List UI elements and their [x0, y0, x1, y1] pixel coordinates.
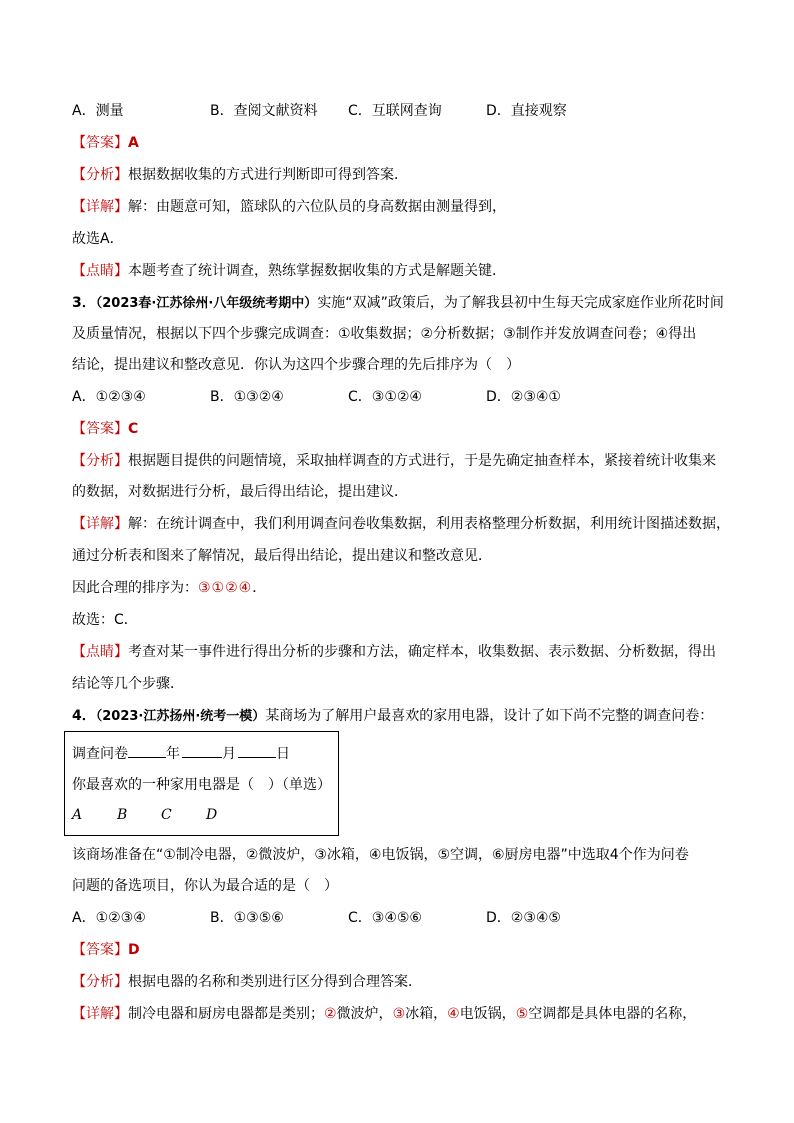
q4-stem: 某商场为了解用户最喜欢的家用电器，设计了如下尚不完整的调查问卷：: [265, 708, 714, 724]
day-label: 日: [276, 746, 290, 762]
survey-title-line: [72, 744, 290, 764]
q2-choice: 故选A．: [72, 231, 124, 247]
q2-option-d: D．直接观察: [486, 103, 567, 119]
q4-stem-line-1: [72, 706, 713, 727]
q3-stem-line-1: [72, 293, 724, 314]
comment-tag: 【点睛】: [72, 263, 128, 279]
detail-tag: 【详解】: [72, 1006, 128, 1022]
detail-tag: 【详解】: [72, 199, 128, 215]
q3-analysis-line-1: [72, 451, 716, 471]
q4-detail: [72, 1004, 696, 1024]
answer-tag: 【答案】: [72, 421, 128, 437]
detail-mark-2: ②: [324, 1006, 337, 1022]
order-prefix: 因此合理的排序为：: [72, 580, 198, 596]
detail-mark-4: ④: [447, 1006, 460, 1022]
month-blank: [182, 745, 222, 758]
q4-source: （2023·江苏扬州·统考一模）: [95, 709, 266, 724]
q4-stem-line-3: 问题的备选项目，你认为最合适的是（ ）: [72, 878, 338, 894]
q3-detail-line-2: 通过分析表和图来了解情况，最后得出结论，提出建议和整改意见．: [72, 548, 492, 564]
q3-order: [72, 578, 266, 598]
q3-option-c: C．③①②④: [348, 389, 422, 405]
analysis-text: 根据数据收集的方式进行判断即可得到答案．: [128, 167, 408, 183]
q3-source: （2023春·江苏徐州·八年级统考期中）: [95, 296, 318, 311]
answer-value: C: [128, 421, 139, 437]
order-value: ③①②④: [198, 580, 253, 596]
survey-title: 调查问卷: [72, 746, 128, 762]
q4-option-a: A．①②③④: [72, 910, 146, 926]
detail-text-g: 电饭锅，: [459, 1006, 516, 1022]
month-label: 月: [222, 746, 236, 762]
q4-stem-line-2: 该商场准备在“①制冷电器，②微波炉，③冰箱，④电饭锅，⑤空调，⑥厨房电器”中选取4个作为问卷: [72, 847, 689, 863]
survey-option-c: C: [161, 807, 172, 823]
analysis-text: 根据题目提供的问题情境，采取抽样调查的方式进行，于是先确定抽查样本，紧接着统计收集来: [128, 453, 716, 469]
q3-detail-line-1: [72, 514, 730, 534]
q4-number: 4．: [72, 708, 96, 724]
q4-answer: [72, 940, 140, 960]
detail-tag: 【详解】: [72, 516, 128, 532]
analysis-tag: 【分析】: [72, 453, 128, 469]
day-blank: [238, 745, 276, 758]
answer-value: D: [128, 942, 140, 958]
q3-answer: [72, 419, 138, 439]
survey-option-d: D: [206, 807, 218, 823]
q4-analysis: [72, 972, 422, 992]
q3-number: 3．: [72, 295, 96, 311]
q3-stem-1: 实施“双减”政策后，为了解我县初中生每天完成家庭作业所花时间: [317, 295, 724, 311]
analysis-tag: 【分析】: [72, 974, 128, 990]
answer-tag: 【答案】: [72, 135, 128, 151]
comment-tag: 【点睛】: [72, 644, 128, 660]
detail-text-i: 空调都是具体电器的名称，: [528, 1006, 697, 1022]
order-suffix: ．: [252, 580, 267, 596]
q4-option-b: B．①③⑤⑥: [210, 910, 284, 926]
q2-analysis: [72, 165, 408, 185]
q3-choice: 故选：C．: [72, 612, 138, 628]
year-label: 年: [166, 746, 180, 762]
detail-text-e: 冰箱，: [405, 1006, 448, 1022]
year-blank: [128, 745, 166, 758]
detail-text-c: 微波炉，: [336, 1006, 393, 1022]
q3-option-a: A．①②③④: [72, 389, 146, 405]
survey-question: 你最喜欢的一种家用电器是（ ）（单选）: [72, 777, 331, 793]
survey-box: [64, 731, 339, 836]
q3-stem-line-3: 结论，提出建议和整改意见．你认为这四个步骤合理的先后排序为（ ）: [72, 357, 520, 373]
comment-text: 考查对某一事件进行得出分析的步骤和方法，确定样本，收集数据、表示数据、分析数据，得出: [128, 644, 716, 660]
q3-comment-line-2: 结论等几个步骤．: [72, 676, 184, 692]
detail-mark-5: ⑤: [515, 1006, 529, 1022]
q2-option-b: B．查阅文献资料: [210, 103, 318, 119]
q3-comment-line-1: [72, 642, 716, 662]
q4-option-d: D．②③④⑤: [486, 910, 561, 926]
analysis-text: 根据电器的名称和类别进行区分得到合理答案．: [128, 974, 422, 990]
q2-answer: [72, 133, 139, 153]
q2-comment: [72, 261, 506, 281]
detail-text: 解：由题意可知，篮球队的六位队员的身高数据由测量得到，: [128, 199, 506, 215]
survey-option-a: A: [72, 807, 83, 823]
detail-text-a: 制冷电器和厨房电器都是类别；: [128, 1006, 324, 1022]
answer-value: A: [128, 135, 139, 151]
q3-stem-line-2: 及质量情况，根据以下四个步骤完成调查：①收集数据；②分析数据；③制作并发放调查问卷；④得出: [72, 326, 697, 342]
analysis-tag: 【分析】: [72, 167, 128, 183]
detail-text: 解：在统计调查中，我们利用调查问卷收集数据，利用表格整理分析数据，利用统计图描述数据，: [128, 516, 730, 532]
q3-option-d: D．②③④①: [486, 389, 561, 405]
q2-option-c: C．互联网查询: [348, 103, 442, 119]
q4-option-c: C．③④⑤⑥: [348, 910, 422, 926]
survey-option-b: B: [117, 807, 128, 823]
q3-option-b: B．①③②④: [210, 389, 284, 405]
answer-tag: 【答案】: [72, 942, 128, 958]
q2-detail: [72, 197, 506, 217]
q3-analysis-line-2: 的数据，对数据进行分析，最后得出结论，提出建议．: [72, 484, 408, 500]
detail-mark-3: ③: [392, 1006, 406, 1022]
comment-text: 本题考查了统计调查，熟练掌握数据收集的方式是解题关键．: [128, 263, 506, 279]
q2-option-a: A．测量: [72, 103, 124, 119]
